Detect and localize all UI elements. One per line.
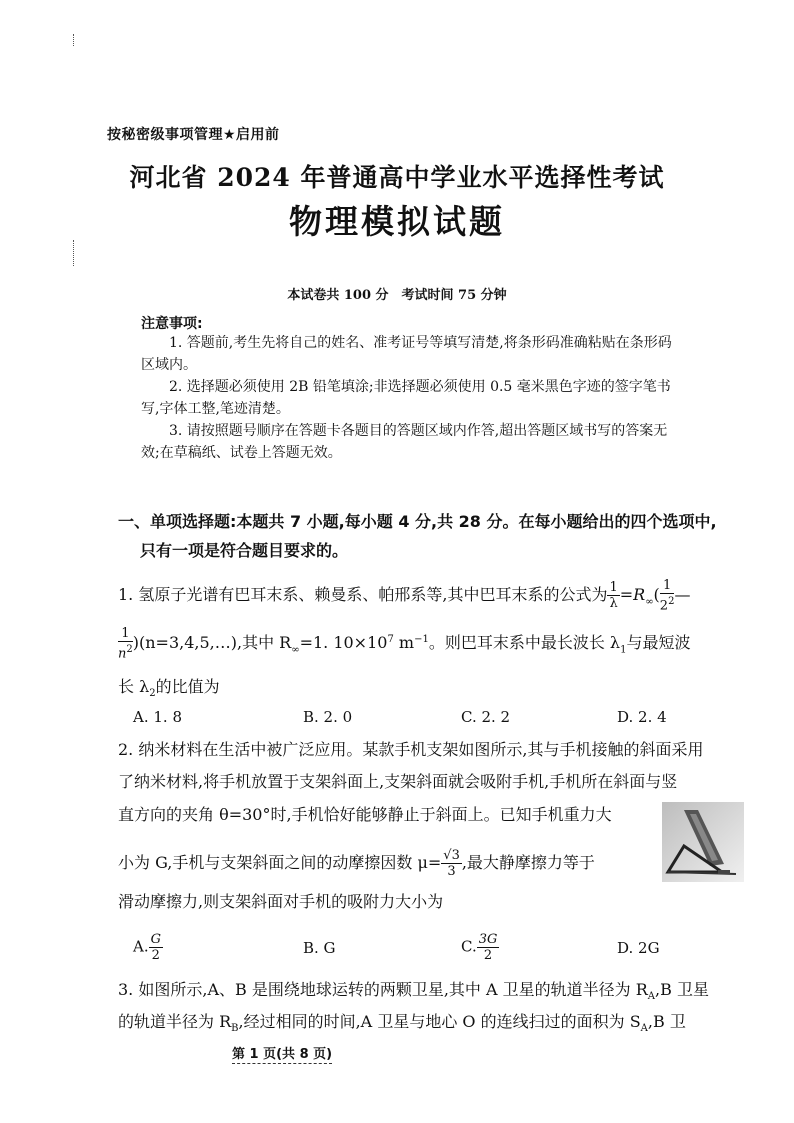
question-3-line-1 xyxy=(118,980,758,1007)
section-line-1: 一、单项选择题:本题共 7 小题,每小题 4 分,共 28 分。在每小题给出的四个选项中, xyxy=(118,512,717,531)
question-1-line-1 xyxy=(118,578,758,613)
q2-mu-frac xyxy=(441,848,462,879)
q1-text-a: 1. 氢原子光谱有巴耳末系、赖曼系、帕邢系等,其中巴耳末系的公式为 xyxy=(118,585,608,605)
q3-line2-c: ,B 卫 xyxy=(647,1012,686,1031)
notice-item-2a: 2. 选择题必须使用 2B 铅笔填涂;非选择题必须使用 0.5 毫米黑色字迹的签字笔书 xyxy=(169,379,671,395)
question-1-line-2 xyxy=(118,626,758,661)
q1-eq-r: =R xyxy=(619,585,646,605)
notice-item-1b: 区域内。 xyxy=(141,357,197,373)
question-2-line-1: 2. 纳米材料在生活中被广泛应用。某款手机支架如图所示,其与手机接触的斜面采用 xyxy=(118,740,704,759)
q1-frac-nsq xyxy=(118,626,133,661)
q1-frac-den: λ xyxy=(609,596,618,612)
q2-option-a-num: G xyxy=(150,932,161,947)
section-heading xyxy=(118,507,758,565)
phone-stand-photo xyxy=(662,802,744,882)
q1-text-f: 长 λ xyxy=(118,677,150,696)
q1-r-sub: ∞ xyxy=(645,596,654,608)
question-3-line-2 xyxy=(118,1012,758,1039)
page-footer: 第 1 页(共 8 页) xyxy=(232,1043,332,1064)
q1-option-b: B. 2. 0 xyxy=(303,708,353,726)
q1-unit-exp: −1 xyxy=(414,633,429,645)
q1-text-e: 与最短波 xyxy=(626,633,691,653)
subject-title: 物理模拟试题 xyxy=(289,202,505,241)
q1-unit: m xyxy=(393,633,415,653)
q1-frac3-den xyxy=(118,642,133,661)
q2-line4-b: ,最大静摩擦力等于 xyxy=(461,853,595,872)
q1-option-a: A. 1. 8 xyxy=(133,708,182,726)
q1-option-d: D. 2. 4 xyxy=(617,708,667,726)
notice-item-3a: 3. 请按照题号顺序在答题卡各题目的答题区域内作答,超出答题区域书写的答案无 xyxy=(169,423,668,439)
q3-line1: 3. 如图所示,A、B 是围绕地球运转的两颗卫星,其中 A 卫星的轨道半径为 R xyxy=(118,980,648,999)
q1-frac2-exp: 2 xyxy=(668,596,675,607)
q2-option-c-den: 2 xyxy=(483,948,493,963)
question-2-line-2: 了纳米材料,将手机放置于支架斜面上,支架斜面就会吸附手机,手机所在斜面与竖 xyxy=(118,772,678,791)
q3-sub-sa: A xyxy=(640,1023,648,1035)
q2-option-c-num: 3G xyxy=(478,932,498,947)
q1-sub2: 2 xyxy=(149,688,156,700)
q1-frac-inv-lambda xyxy=(607,580,619,611)
q2-mu-num: √3 xyxy=(443,848,460,863)
q2-option-c-frac xyxy=(477,932,500,963)
q2-option-d: D. 2G xyxy=(617,939,660,957)
q1-frac3-exp: 2 xyxy=(126,644,133,655)
margin-dots-top xyxy=(73,34,76,46)
q2-options xyxy=(118,928,758,968)
exam-meta: 本试卷共 100 分 考试时间 75 分钟 xyxy=(287,288,507,303)
question-1-line-3 xyxy=(118,677,758,704)
q2-option-a xyxy=(133,932,163,963)
secret-label: 按秘密级事项管理★启用前 xyxy=(107,127,280,143)
question-2-line-5: 滑动摩擦力,则支架斜面对手机的吸附力大小为 xyxy=(118,892,444,911)
q1-frac2-base: 2 xyxy=(659,598,669,614)
q2-option-c xyxy=(461,932,499,963)
q3-sub-b: B xyxy=(231,1023,239,1035)
question-2-line-4 xyxy=(118,848,658,879)
question-2-line-3: 直方向的夹角 θ=30°时,手机恰好能够静止于斜面上。已知手机重力大 xyxy=(118,805,612,824)
notice-item-1a: 1. 答题前,考生先将自己的姓名、准考证号等填写清楚,将条形码准确粘贴在条形码 xyxy=(169,335,672,351)
q1-text-d: 。则巴耳末系中最长波长 λ xyxy=(428,633,621,653)
q2-option-a-den: 2 xyxy=(151,948,160,963)
notice-item-3b: 效;在草稿纸、试卷上答题无效。 xyxy=(141,445,342,461)
q1-open: ( xyxy=(653,585,660,605)
q1-sub1: 1 xyxy=(620,644,627,656)
q1-r-sub2: ∞ xyxy=(291,644,300,656)
q1-text-b: )(n=3,4,5,…),其中 R xyxy=(132,633,292,653)
q3-line2: 的轨道半径为 R xyxy=(118,1012,232,1031)
notice-list xyxy=(141,332,719,464)
q1-frac2-num: 1 xyxy=(660,578,675,594)
q1-frac-2sq xyxy=(660,578,675,613)
notice-item-2b: 写,字体工整,笔迹清楚。 xyxy=(141,401,290,417)
q1-frac3-base: n xyxy=(118,646,127,662)
section-line-2: 只有一项是符合题目要求的。 xyxy=(140,541,349,560)
q3-line2-b: ,经过相同的时间,A 卫星与地心 O 的连线扫过的面积为 S xyxy=(238,1012,641,1031)
q3-sub-a: A xyxy=(647,991,656,1003)
notice-heading: 注意事项: xyxy=(141,316,203,332)
margin-dots-mid xyxy=(73,240,76,266)
q1-text-c: =1. 10×10 xyxy=(299,633,388,653)
q2-option-a-label: A. xyxy=(133,937,149,956)
q1-frac2-den xyxy=(660,594,675,613)
q2-mu-den: 3 xyxy=(447,864,456,879)
q1-frac-num: 1 xyxy=(609,580,618,596)
q1-frac3-num: 1 xyxy=(118,626,133,642)
q2-option-a-frac xyxy=(149,932,163,963)
q2-line4-a: 小为 G,手机与支架斜面之间的动摩擦因数 μ= xyxy=(118,853,442,872)
q2-option-c-label: C. xyxy=(461,937,477,956)
q1-exp7: 7 xyxy=(387,633,394,645)
exam-title: 河北省 2024 年普通高中学业水平选择性考试 xyxy=(129,163,665,192)
q2-option-b: B. G xyxy=(303,939,336,957)
q1-minus: — xyxy=(674,585,691,605)
q1-option-c: C. 2. 2 xyxy=(461,708,511,726)
q3-line1-b: ,B 卫星 xyxy=(655,980,709,999)
q1-text-g: 的比值为 xyxy=(155,677,220,696)
